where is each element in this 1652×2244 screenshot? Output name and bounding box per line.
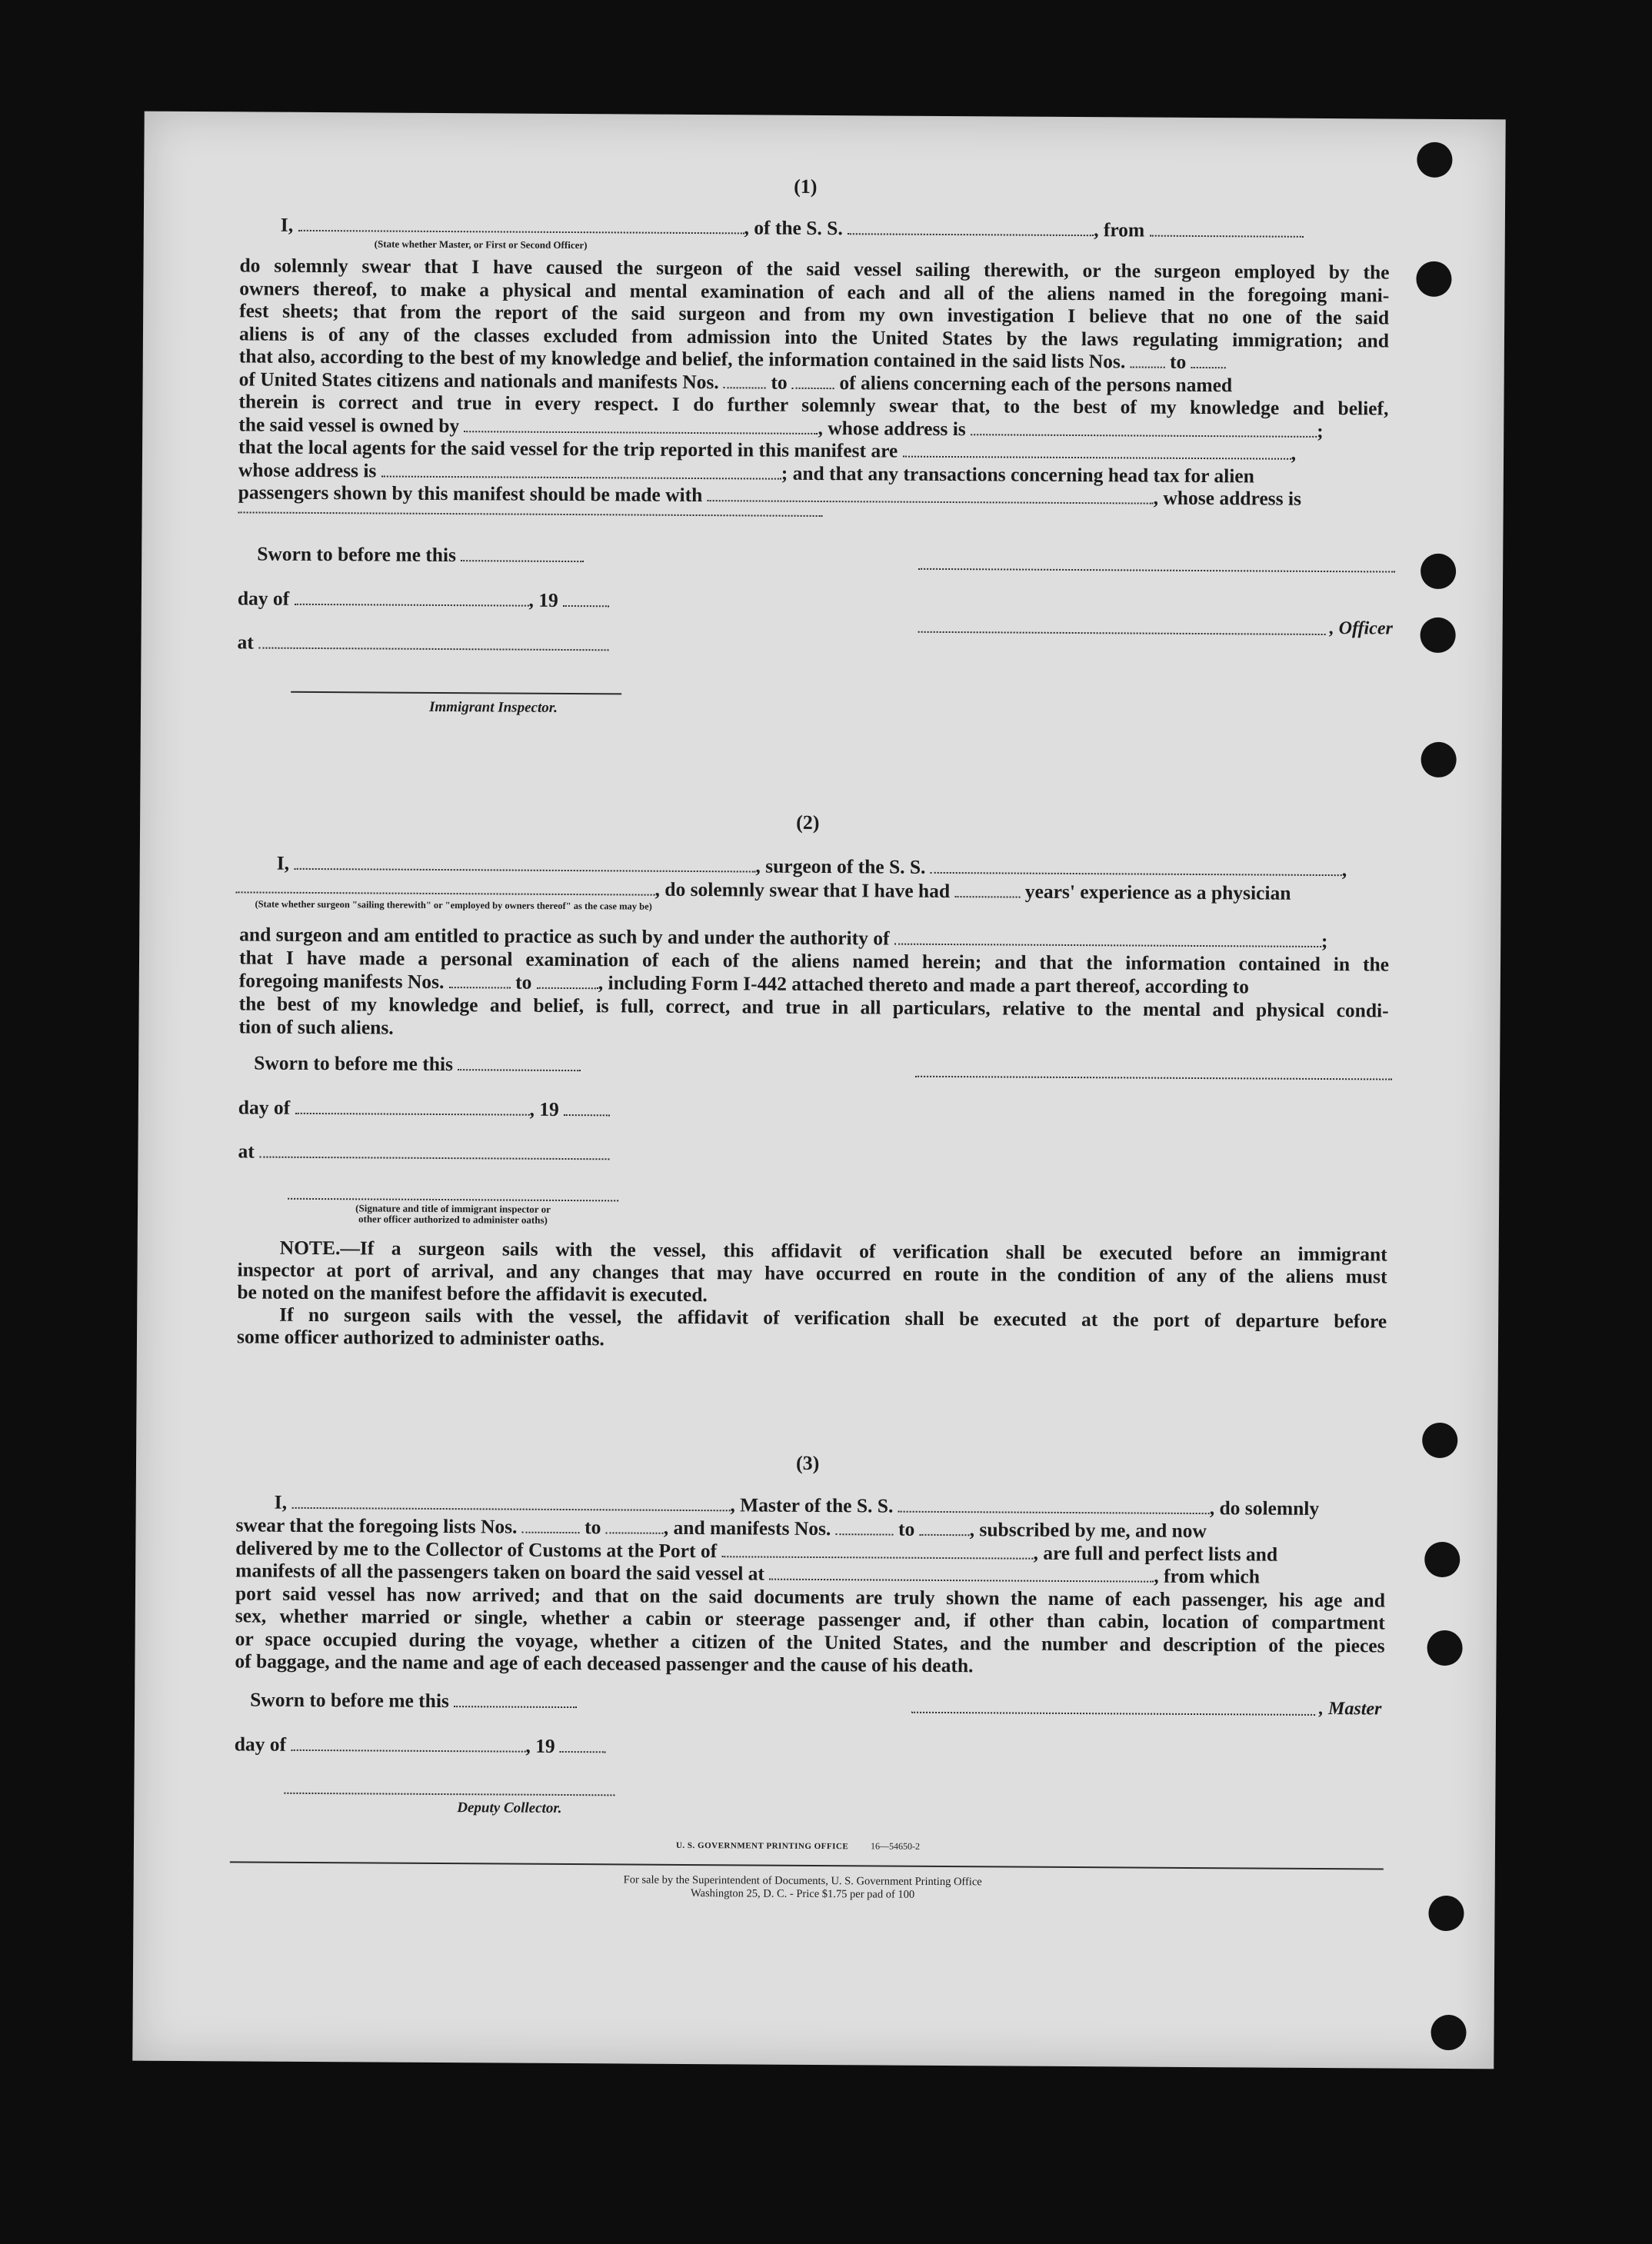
sale-line: Washington 25, D. C. - Price $1.75 per pad of 100 — [690, 1886, 915, 1901]
manifests-from-field[interactable] — [724, 371, 766, 388]
section-3-heading: (3) — [795, 1451, 820, 1475]
body-text: , including Form I-442 attached thereto and made a part thereof, according to — [598, 971, 1250, 998]
label-to: to — [515, 971, 532, 994]
punch-hole — [1417, 142, 1452, 178]
lists-from-field[interactable] — [1131, 351, 1165, 368]
affidavit-2-opening-line: I, , surgeon of the S. S. , — [276, 851, 1347, 881]
port-from-field[interactable] — [1150, 220, 1304, 238]
body-text: , whose address is — [818, 416, 966, 440]
sworn-line-2 — [254, 1052, 581, 1077]
body-text: delivered by me to the Collector of Customs at the Port of — [235, 1536, 718, 1562]
manifests-to-field[interactable] — [537, 972, 598, 989]
vessel-name-field[interactable] — [848, 218, 1094, 236]
surgeon-status-field[interactable] — [236, 876, 655, 895]
year-field[interactable] — [563, 590, 609, 607]
officer-signature-field[interactable] — [918, 568, 1395, 573]
caption-line: (Signature and title of immigrant inspector or — [355, 1202, 551, 1215]
agents-address-field[interactable] — [381, 460, 781, 479]
year-prefix: , 19 — [528, 588, 558, 611]
sworn-text: Sworn to before me this — [254, 1051, 454, 1076]
note-block — [237, 1236, 1387, 1354]
body-line: tion of such aliens. — [238, 1015, 394, 1039]
body-line: do solemnly swear that I have caused the surgeon of the said vessel sailing therewith, or the surgeon employed by the — [239, 254, 1390, 284]
punch-hole — [1428, 1896, 1464, 1931]
body-line: fest sheets; that from the report of the said surgeon and from my own investigation I believe that no one of the said — [239, 299, 1390, 329]
body-line: port said vessel has now arrived; and that on the said documents are truly shown the name of each passenger, his age and — [235, 1581, 1386, 1612]
body-line: the best of my knowledge and belief, is full, correct, and true in all particulars, relative to the mental and physical condi- — [238, 992, 1389, 1022]
body-text: foregoing manifests Nos. — [238, 969, 445, 994]
authority-field[interactable] — [894, 928, 1321, 947]
master-signature-field[interactable] — [911, 1712, 1315, 1716]
inspector-label: Immigrant Inspector. — [428, 698, 558, 716]
label-i: I, — [280, 213, 294, 236]
body-text: passengers shown by this manifest should be made with — [238, 481, 703, 507]
at-place-field[interactable] — [258, 632, 608, 651]
head-tax-address-field[interactable] — [238, 511, 823, 517]
body-text: , from which — [1154, 1564, 1261, 1588]
footer-rule — [230, 1861, 1384, 1869]
body-line: therein is correct and true in every respect. I do further solemnly swear that, to the best of my knowledge and belief, — [238, 390, 1389, 420]
body-text: whose address is — [238, 458, 377, 481]
lists-to-field[interactable] — [1191, 351, 1226, 368]
inspector-signature-field[interactable] — [291, 691, 621, 695]
label-to: to — [898, 1517, 915, 1540]
affidavit-1-body — [238, 254, 1390, 511]
body-line: of baggage, and the name and age of each deceased passenger and the cause of his death. — [235, 1650, 974, 1677]
manifests-from-field[interactable] — [836, 1518, 894, 1535]
sworn-text: Sworn to before me this — [250, 1688, 449, 1713]
note-line: If no surgeon sails with the vessel, the affidavit of verification shall be executed at the port of departure before — [279, 1303, 1387, 1333]
lists-to-field[interactable] — [606, 1517, 664, 1533]
body-text: years' experience as a physician — [1024, 880, 1291, 904]
label-i: I, — [276, 851, 290, 874]
label-to: to — [1169, 350, 1187, 373]
body-line: and surgeon and am entitled to practice as such by and under the authority of ; — [239, 923, 1328, 953]
body-line: that the local agents for the said vessel for the trip reported in this manifest are , — [238, 435, 1297, 464]
owner-field[interactable] — [465, 415, 818, 434]
day-line-1 — [238, 587, 609, 612]
years-experience-field[interactable] — [954, 881, 1020, 898]
body-line: or space occupied during the voyage, whether a citizen of the United States, and the number and description of the pieces — [235, 1626, 1385, 1657]
at-label: at — [238, 1140, 255, 1163]
note-line: NOTE.—If a surgeon sails with the vessel, this affidavit of verification shall be executed before an immigrant — [279, 1236, 1387, 1266]
body-text: and surgeon and am entitled to practice as such by and under the authority of — [239, 923, 890, 950]
inspector-signature-field[interactable] — [288, 1198, 618, 1202]
affidavit-3-body — [235, 1513, 1385, 1680]
sale-notice — [457, 1873, 1149, 1903]
at-label: at — [237, 631, 254, 654]
body-text: swear that the foregoing lists Nos. — [235, 1513, 518, 1538]
note-line: inspector at port of arrival, and any changes that may have occurred en route in the condition of any of the aliens must — [237, 1258, 1387, 1288]
year-field[interactable] — [564, 1099, 610, 1116]
body-text: , and manifests Nos. — [663, 1516, 831, 1540]
day-of-month-field[interactable] — [295, 1097, 529, 1116]
day-line-2 — [238, 1096, 610, 1121]
caption-line: other officer authorized to administer oaths) — [358, 1213, 548, 1226]
label-surgeon-of: , surgeon of the S. S. — [755, 854, 926, 878]
officer-rank-caption: (State whether Master, or First or Second Officer) — [374, 238, 588, 251]
sworn-day-field[interactable] — [461, 544, 584, 562]
body-text: of aliens concerning each of the persons named — [839, 371, 1233, 396]
day-of-label: day of — [234, 1733, 287, 1756]
label-i: I, — [274, 1490, 288, 1513]
printing-office-imprint: U. S. GOVERNMENT PRINTING OFFICE — [675, 1840, 849, 1852]
body-text: , do solemnly — [1209, 1497, 1320, 1520]
day-of-label: day of — [237, 587, 290, 610]
body-text: manifests of all the passengers taken on board the said vessel at — [235, 1559, 765, 1585]
master-label: , Master — [1319, 1698, 1382, 1720]
day-of-month-field[interactable] — [295, 588, 529, 607]
body-line: owners thereof, to make a physical and mental examination of each and all of the aliens named in the foregoing mani- — [239, 276, 1390, 307]
punch-hole — [1421, 554, 1456, 589]
year-prefix: , 19 — [525, 1734, 555, 1757]
body-text: , whose address is — [1153, 486, 1302, 510]
manifests-to-field[interactable] — [920, 1519, 970, 1536]
body-line: sex, whether married or single, whether a cabin or steerage passenger and, if other than cabin, location of compartment — [235, 1604, 1385, 1634]
collector-signature-field[interactable] — [284, 1793, 615, 1796]
port-of-embarkation-field[interactable] — [769, 1563, 1154, 1583]
section-2-heading: (2) — [796, 811, 820, 834]
day-line-3 — [235, 1733, 606, 1758]
officer-title-field[interactable] — [918, 631, 1326, 635]
affidavit-2-body — [238, 923, 1389, 1045]
surgeon-signature-field[interactable] — [915, 1076, 1392, 1080]
punch-hole — [1427, 1630, 1462, 1666]
surgeon-vessel-field[interactable] — [931, 857, 1342, 876]
punch-hole — [1431, 2015, 1466, 2050]
label-to: to — [771, 371, 788, 394]
port-of-arrival-field[interactable] — [721, 1540, 1033, 1559]
body-text: the said vessel is owned by — [238, 412, 460, 437]
label-from: , from — [1094, 218, 1145, 241]
at-line-2 — [238, 1140, 609, 1165]
note-line: some officer authorized to administer oaths. — [236, 1325, 605, 1350]
sworn-day-field[interactable] — [458, 1054, 581, 1071]
year-field[interactable] — [560, 1736, 606, 1753]
sale-line: For sale by the Superintendent of Documents, U. S. Government Printing Office — [623, 1873, 982, 1889]
body-text: ; and that any transactions concerning head tax for alien — [781, 461, 1254, 487]
body-text: , are full and perfect lists and — [1033, 1541, 1278, 1566]
sworn-line-3 — [250, 1688, 577, 1713]
manifests-from-field[interactable] — [449, 971, 511, 988]
body-text: , Master of the S. S. — [730, 1493, 894, 1517]
manifests-to-field[interactable] — [792, 371, 834, 388]
punch-hole — [1416, 261, 1451, 297]
at-place-field[interactable] — [259, 1141, 609, 1160]
punch-hole — [1424, 1542, 1460, 1577]
punch-hole — [1421, 742, 1456, 777]
form-sheet — [132, 112, 1505, 2069]
body-text: that the local agents for the said vessel for the trip reported in this manifest are — [238, 435, 898, 462]
label-of-ss: , of the S. S. — [744, 216, 843, 240]
year-prefix: , 19 — [529, 1097, 559, 1120]
body-line: the said vessel is owned by , whose address is ; — [238, 412, 1324, 442]
sworn-line-1 — [257, 543, 584, 568]
surgeon-status-caption: (State whether surgeon "sailing therewith" or "employed by owners thereof" as the case may be) — [255, 898, 652, 912]
body-text: , subscribed by me, and now — [969, 1518, 1207, 1543]
form-code: 16—54650-2 — [870, 1840, 921, 1852]
day-of-label: day of — [238, 1096, 291, 1119]
signature-caption — [303, 1203, 603, 1226]
master-vessel-field[interactable] — [898, 1496, 1210, 1514]
label-to: to — [585, 1516, 601, 1539]
deputy-collector-label: Deputy Collector. — [457, 1800, 562, 1816]
lists-from-field[interactable] — [522, 1517, 580, 1533]
sworn-text: Sworn to before me this — [257, 542, 457, 567]
punch-hole — [1420, 618, 1455, 653]
head-tax-party-field[interactable] — [708, 484, 1154, 504]
note-line: be noted on the manifest before the affidavit is executed. — [237, 1280, 708, 1307]
body-text: , do solemnly swear that I have had — [654, 877, 951, 903]
owner-address-field[interactable] — [971, 418, 1317, 438]
surgeon-name-field[interactable] — [294, 853, 755, 873]
body-line: aliens is of any of the classes excluded from admission into the United States by the laws regulating immigration; and — [238, 321, 1390, 352]
body-line: that I have made a personal examination of each of the aliens named herein; and that the information contained in the — [238, 946, 1390, 976]
punch-hole — [1422, 1423, 1457, 1458]
officer-name-field[interactable] — [298, 215, 744, 235]
sworn-day-field[interactable] — [454, 1690, 577, 1708]
at-line-1 — [237, 631, 608, 656]
day-of-month-field[interactable] — [291, 1734, 525, 1753]
master-name-field[interactable] — [291, 1492, 730, 1511]
body-text: of United States citizens and nationals and manifests Nos. — [238, 367, 719, 393]
officer-label: , Officer — [1329, 618, 1393, 639]
local-agents-field[interactable] — [903, 441, 1291, 460]
body-text: that also, according to the best of my knowledge and belief, the information contained in the said lists Nos. — [238, 345, 1126, 373]
section-1-heading: (1) — [794, 175, 818, 198]
